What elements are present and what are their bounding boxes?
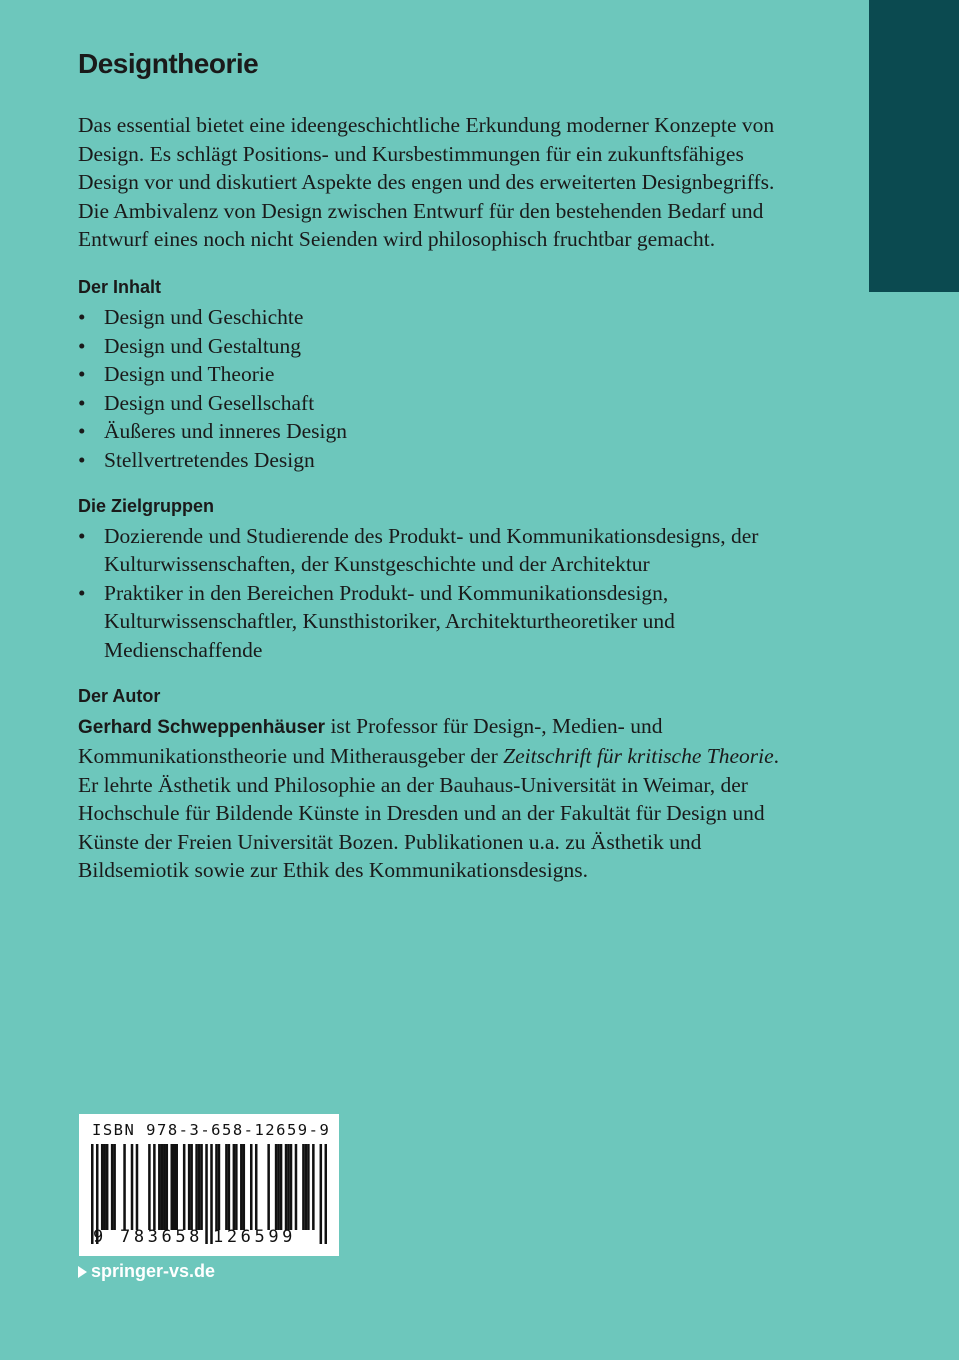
barcode-bar	[163, 1144, 166, 1230]
barcode-bar	[320, 1144, 323, 1244]
barcode-bar	[275, 1144, 278, 1230]
list-item: • Äußeres und inneres Design	[78, 417, 798, 446]
bullet-icon: •	[78, 419, 86, 444]
bullet-icon: •	[78, 362, 86, 387]
content-list	[78, 303, 798, 475]
book-title: Designtheorie	[78, 48, 259, 79]
barcode-digits-left: 783658	[120, 1227, 204, 1247]
bullet-icon: •	[78, 523, 86, 548]
barcode-bar	[267, 1144, 270, 1230]
barcode-bar	[302, 1144, 305, 1230]
publisher-link[interactable]	[78, 1261, 215, 1282]
barcode-bar	[190, 1144, 193, 1230]
barcode-bar	[173, 1144, 176, 1230]
barcode-bar	[233, 1144, 236, 1230]
barcode-bar	[277, 1144, 280, 1230]
list-item: • Design und Geschichte	[78, 303, 798, 332]
barcode-bar	[200, 1144, 203, 1230]
barcode-bar	[243, 1144, 246, 1230]
barcode-bar	[312, 1144, 315, 1230]
barcode-digit-lead: 9	[93, 1227, 104, 1247]
bullet-icon: •	[78, 580, 86, 605]
target-groups-list	[78, 522, 798, 665]
content-heading: Der Inhalt	[78, 276, 162, 297]
barcode-bar	[295, 1144, 298, 1230]
author-bio-text: . Er lehrte Ästhetik und Philosophie an der Bauhaus-Universität in Weimar, der Hochschule für Bildende Künste in Dresden und an der Fakultät für Design und Künste der Freien Universität Bozen. Publikationen u.a. zu Ästhetik und Bildsemiotik sowie zur Ethik des Kommunikationsdesigns.	[78, 744, 780, 883]
bullet-icon: •	[78, 333, 86, 358]
author-name: Gerhard Schweppenhäuser	[78, 716, 326, 738]
barcode-bar	[235, 1144, 238, 1230]
barcode-bar	[228, 1144, 231, 1230]
barcode-bar	[111, 1144, 114, 1230]
barcode-bar	[101, 1144, 104, 1230]
cover-text-column	[78, 44, 798, 885]
publisher-url: springer-vs.de	[91, 1261, 216, 1281]
barcode-bar	[148, 1144, 151, 1230]
barcode-bar	[255, 1144, 258, 1230]
barcode-bar	[195, 1144, 198, 1230]
list-item: • Dozierende und Studierende des Produkt- und Kommunikationsdesigns, der Kulturwissenschaften, der Kunstgeschichte und der Architektur	[78, 523, 759, 577]
barcode-bar	[175, 1144, 178, 1230]
target-groups-heading: Die Zielgruppen	[78, 495, 215, 516]
barcode-bar	[106, 1144, 109, 1230]
barcode-bar	[131, 1144, 134, 1230]
barcode-bar	[240, 1144, 243, 1230]
barcode-bar	[183, 1144, 186, 1230]
barcode-bar	[225, 1144, 228, 1230]
barcode-bar	[158, 1144, 161, 1230]
barcode-bar	[103, 1144, 106, 1230]
list-item: • Design und Theorie	[78, 360, 798, 389]
intro-paragraph: Das essential bietet eine ideengeschichtliche Erkundung moderner Konzepte von Design. Es schlägt Positions- und Kursbestimmungen für ein zukunftsfähiges Design vor und diskutiert Aspekte des engen und des erweiterten Designbegriffs. Die Ambivalenz von Design zwischen Entwurf für den bestehenden Bedarf und Entwurf eines noch nicht Seienden wird philosophisch fruchtbar gemacht.	[78, 113, 775, 252]
barcode-bar	[166, 1144, 169, 1230]
list-item: • Stellvertretendes Design	[78, 446, 798, 475]
list-item: • Praktiker in den Bereichen Produkt- und Kommunikationsdesign, Kulturwissenschaftler, Kunsthistoriker, Architekturtheoretiker und Medienschaffende	[78, 580, 675, 662]
bullet-icon: •	[78, 447, 86, 472]
list-item: • Design und Gestaltung	[78, 332, 798, 361]
barcode-bar	[285, 1144, 288, 1230]
accent-corner-block	[869, 0, 959, 292]
barcode-bar	[198, 1144, 201, 1230]
author-bio-text: ist Professor für Design-, Medien- und Kommunikationstheorie und Mitherausgeber der	[78, 713, 663, 769]
bullet-icon: •	[78, 304, 86, 329]
barcode-bar	[123, 1144, 126, 1230]
journal-title: Zeitschrift für kritische Theorie	[503, 744, 774, 769]
barcode-bar	[215, 1144, 218, 1230]
barcode-bar	[305, 1144, 308, 1230]
barcode-bar	[250, 1144, 253, 1230]
barcode-bar	[307, 1144, 310, 1230]
barcode-bar	[280, 1144, 283, 1230]
barcode-bar	[153, 1144, 156, 1230]
barcode-bar	[113, 1144, 116, 1230]
bullet-icon: •	[78, 390, 86, 415]
list-item: • Design und Gesellschaft	[78, 389, 798, 418]
barcode-digits-right: 126599	[213, 1227, 297, 1247]
author-heading: Der Autor	[78, 685, 161, 706]
author-bio	[78, 712, 798, 886]
barcode-bar	[325, 1144, 327, 1244]
barcode-bar	[136, 1144, 139, 1230]
barcode-bar	[205, 1144, 208, 1244]
barcode-bar	[290, 1144, 293, 1230]
barcode-bar	[188, 1144, 191, 1230]
barcode-bar	[218, 1144, 221, 1230]
barcode-bar	[170, 1144, 173, 1230]
barcode-bar	[287, 1144, 290, 1230]
isbn-barcode	[79, 1114, 339, 1256]
barcode-bar	[161, 1144, 164, 1230]
triangle-right-icon	[78, 1266, 87, 1278]
isbn-label: ISBN 978-3-658-12659-9	[92, 1121, 331, 1139]
